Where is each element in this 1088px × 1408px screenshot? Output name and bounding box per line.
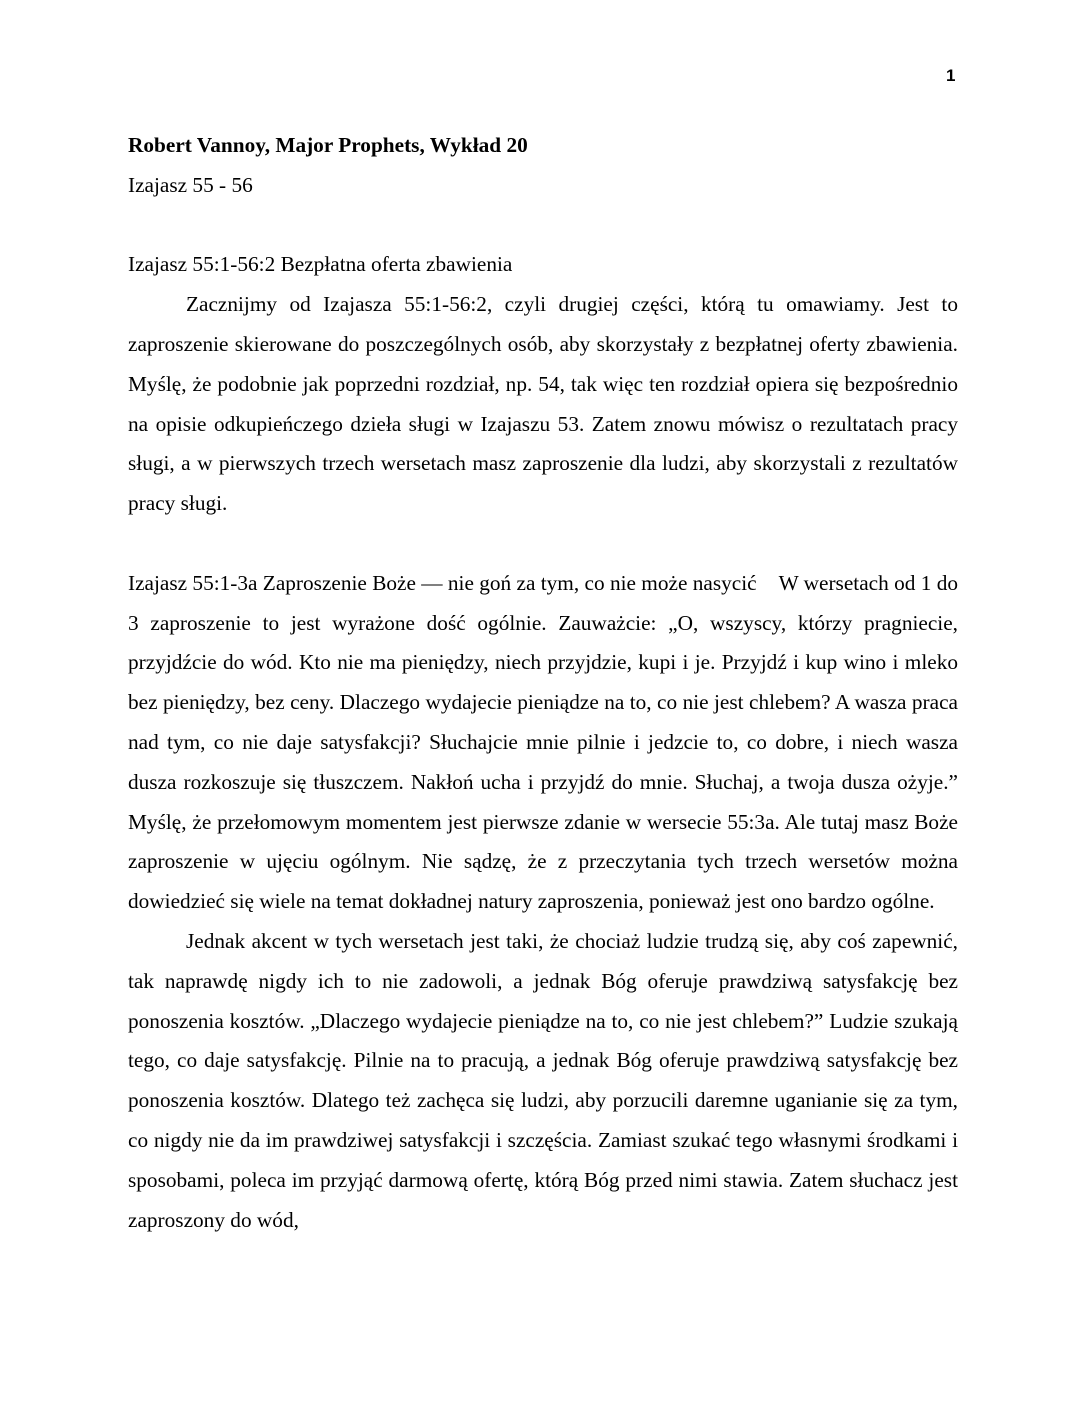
section-heading: Izajasz 55:1-3a Zaproszenie Boże — nie goń za tym, co nie może nasycić bbox=[128, 570, 757, 595]
page-number: 1 bbox=[946, 66, 956, 85]
document-body bbox=[128, 126, 958, 1240]
blank-line bbox=[128, 524, 958, 564]
paragraph: Zacznijmy od Izajasza 55:1-56:2, czyli drugiej części, którą tu omawiamy. Jest to zaproszenie skierowane do poszczególnych osób, aby skorzystały z bezpłatnej oferty zbawienia. Myślę, że podobnie jak poprzedni rozdział, np. 54, tak więc ten rozdział opiera się bezpośrednio na opisie odkupieńczego dzieła sługi w Izajaszu 53. Zatem znowu mówisz o rezultatach pracy sługi, a w pierwszych trzech wersetach masz zaproszenie dla ludzi, aby skorzystali z rezultatów pracy sługi. bbox=[128, 292, 958, 516]
paragraph-text: W wersetach od 1 do 3 zaproszenie to jest wyrażone dość ogólnie. Zauważcie: „O, wszyscy, którzy pragniecie, przyjdźcie do wód. Kto nie ma pieniędzy, niech przyjdzie, kupi i je. Przyjdź i kup wino i mleko bez pieniędzy, bez ceny. Dlaczego wydajecie pieniądze na to, co nie jest chlebem? A wasza praca nad tym, co nie daje satysfakcji? Słuchajcie mnie pilnie i jedzcie to, co dobre, i niech wasza dusza rozkoszuje się tłuszczem. Nakłoń ucha i przyjdź do mnie. Słuchaj, a twoja dusza ożyje.” Myślę, że przełomowym momentem jest pierwsze zdanie w wersecie 55:3a. Ale tutaj masz Boże zaproszenie w ujęciu ogólnym. Nie sądzę, że z przeczytania tych trzech wersetów można dowiedzieć się wiele na temat dokładnej natury zaproszenia, ponieważ jest ono bardzo ogólne. bbox=[128, 570, 958, 914]
document-subtitle: Izajasz 55 - 56 bbox=[128, 172, 253, 197]
paragraph: Jednak akcent w tych wersetach jest taki, że chociaż ludzie trudzą się, aby coś zapewnić, tak naprawdę nigdy ich to nie zadowoli, a jednak Bóg oferuje prawdziwą satysfakcję bez ponoszenia kosztów. „Dlaczego wydajecie pieniądze na to, co nie jest chlebem?” Ludzie szukają tego, co daje satysfakcję. Pilnie na to pracują, a jednak Bóg oferuje prawdziwą satysfakcję bez ponoszenia kosztów. Dlatego też zachęca się ludzi, aby porzucili daremne uganianie się za tym, co nigdy nie da im prawdziwej satysfakcji i szczęścia. Zamiast szukać tego własnymi środkami i sposobami, poleca im przyjąć darmową ofertę, którą Bóg przed nimi stawia. Zatem słuchacz jest zaproszony do wód, bbox=[128, 928, 958, 1232]
document-title: Robert Vannoy, Major Prophets, Wykład 20 bbox=[128, 133, 528, 157]
section-heading: Izajasz 55:1-56:2 Bezpłatna oferta zbawienia bbox=[128, 252, 513, 277]
blank-line bbox=[128, 206, 958, 246]
paragraph-with-inline-heading bbox=[128, 564, 958, 922]
